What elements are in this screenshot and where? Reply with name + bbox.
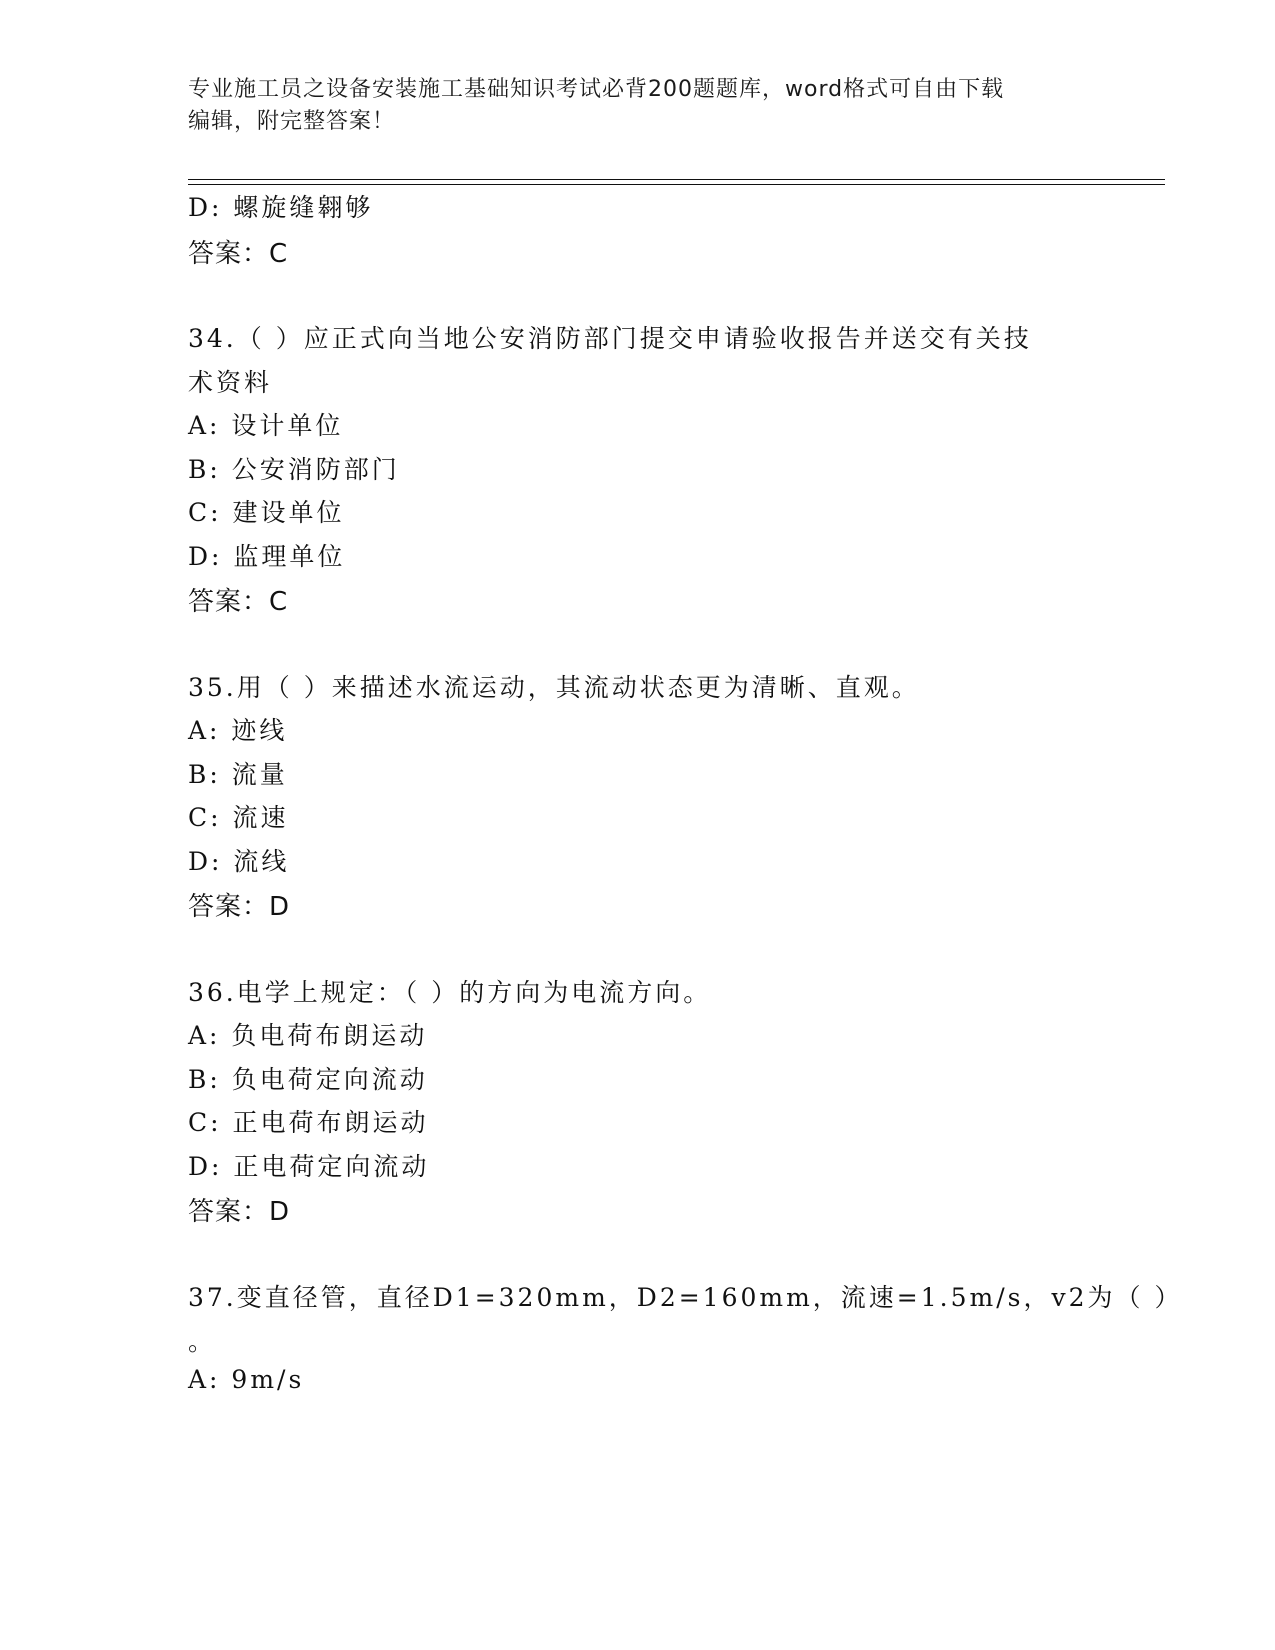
q35-option-d: D: 流线 bbox=[188, 847, 290, 876]
q34-option-c: C: 建设单位 bbox=[188, 498, 345, 527]
q35-option-b: B: 流量 bbox=[188, 760, 288, 789]
q34-stem-line1: 34.（ ）应正式向当地公安消防部门提交申请验收报告并送交有关技 bbox=[188, 324, 1032, 353]
header-title-line1: 专业施工员之设备安装施工基础知识考试必背200题题库，word格式可自由下载 bbox=[188, 77, 1005, 102]
q34-stem-line2: 术资料 bbox=[188, 368, 273, 397]
q34-option-d: D: 监理单位 bbox=[188, 542, 346, 571]
q34-option-b: B: 公安消防部门 bbox=[188, 455, 400, 484]
q36-answer: 答案：D bbox=[188, 1197, 291, 1227]
q36-option-b: B: 负电荷定向流动 bbox=[188, 1065, 428, 1094]
q37-stem-line2: 。 bbox=[188, 1327, 217, 1356]
q35-answer: 答案：D bbox=[188, 892, 291, 922]
q34-option-a: A: 设计单位 bbox=[188, 411, 344, 440]
document-header bbox=[188, 74, 1088, 138]
q34-answer: 答案：C bbox=[188, 587, 289, 617]
q36-stem: 36.电学上规定：（ ）的方向为电流方向。 bbox=[188, 978, 712, 1007]
q36-option-c: C: 正电荷布朗运动 bbox=[188, 1108, 429, 1137]
prev-option-d: D: 螺旋缝翱够 bbox=[188, 193, 374, 222]
header-divider-bottom bbox=[188, 184, 1165, 185]
q35-option-a: A: 迹线 bbox=[188, 716, 288, 745]
header-divider-top bbox=[188, 179, 1165, 180]
prev-answer: 答案：C bbox=[188, 239, 289, 269]
q37-option-a: A: 9m/s bbox=[188, 1365, 305, 1394]
q35-stem: 35.用（ ）来描述水流运动，其流动状态更为清晰、直观。 bbox=[188, 673, 920, 702]
q36-option-a: A: 负电荷布朗运动 bbox=[188, 1021, 428, 1050]
q35-option-c: C: 流速 bbox=[188, 803, 289, 832]
header-title-line2: 编辑，附完整答案！ bbox=[188, 109, 396, 134]
q37-stem-line1: 37.变直径管，直径D1=320mm，D2=160mm，流速=1.5m/s，v2为（ ） bbox=[188, 1283, 1183, 1312]
q36-option-d: D: 正电荷定向流动 bbox=[188, 1152, 430, 1181]
